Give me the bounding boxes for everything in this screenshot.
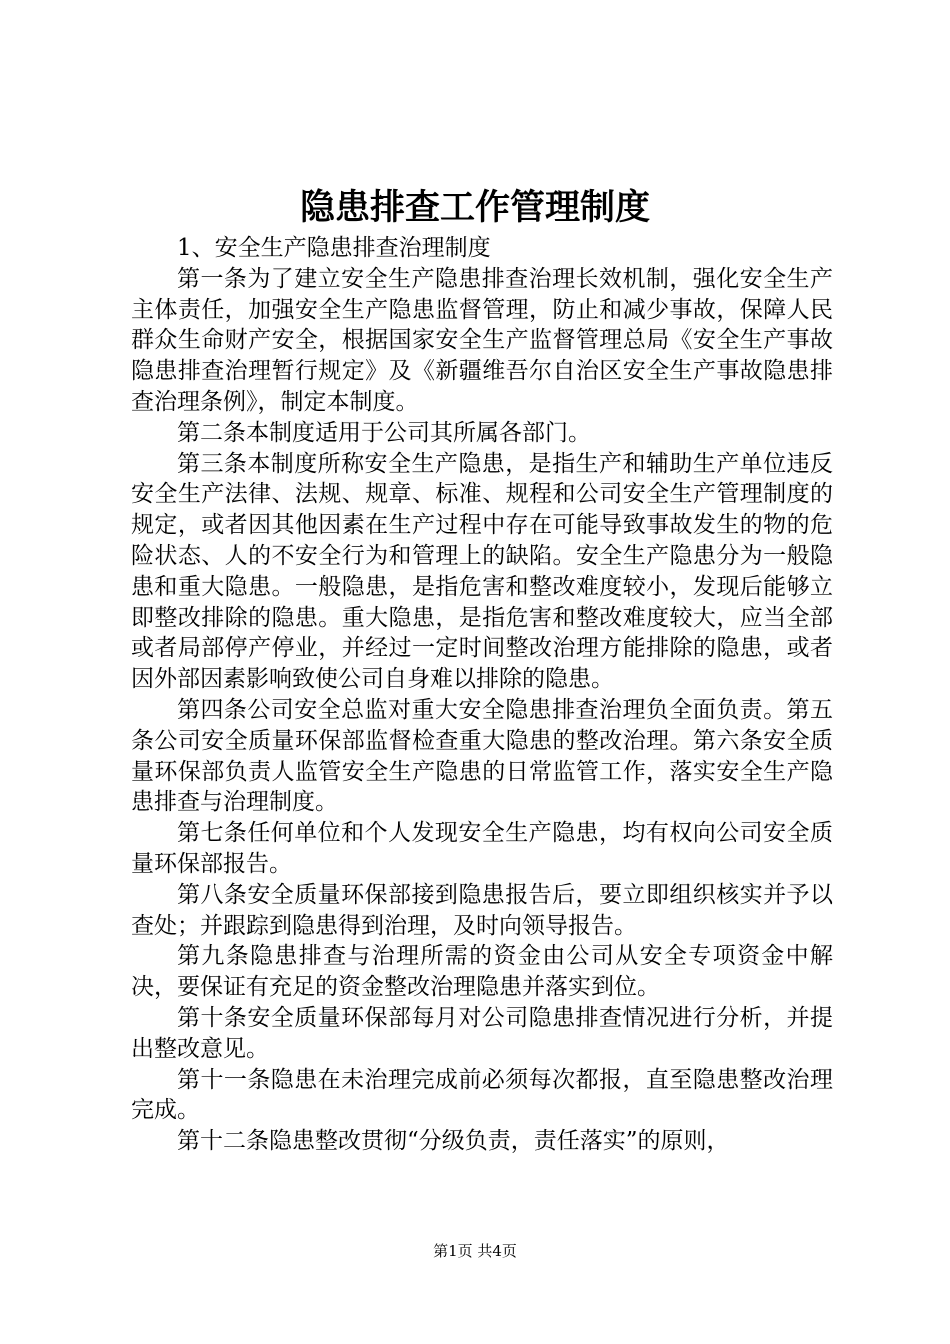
paragraph-article-1: 第一条为了建立安全生产隐患排查治理长效机制，强化安全生产主体责任，加强安全生产隐患监督管理，防止和减少事故，保障人民群众生命财产安全，根据国家安全生产监督管理总局《安全生产事故隐患排查治理暂行规定》及《新疆维吾尔自治区安全生产事故隐患排查治理条例》，制定本制度。 (131, 265, 833, 415)
paragraph-section-heading: 1、安全生产隐患排查治理制度 (177, 235, 491, 261)
paragraph-article-10: 第十条安全质量环保部每月对公司隐患排查情况进行分析，并提出整改意见。 (131, 1004, 833, 1062)
paragraph-article-12: 第十二条隐患整改贯彻“分级负责，责任落实”的原则， (177, 1128, 730, 1155)
page-footer: 第1页 共4页 (433, 1242, 517, 1260)
paragraph-article-4-6: 第四条公司安全总监对重大安全隐患排查治理负全面负责。第五条公司安全质量环保部监督检查重大隐患的整改治理。第六条安全质量环保部负责人监管安全生产隐患的日常监管工作，落实安全生产隐患排查与治理制度。 (131, 696, 833, 816)
paragraph-article-2: 第二条本制度适用于公司其所属各部门。 (177, 419, 591, 446)
paragraph-article-7: 第七条任何单位和个人发现安全生产隐患，均有权向公司安全质量环保部报告。 (131, 820, 833, 877)
document-body (131, 233, 833, 1157)
document-title: 隐患排查工作管理制度 (299, 187, 650, 228)
paragraph-article-11: 第十一条隐患在未治理完成前必须每次都报，直至隐患整改治理完成。 (131, 1066, 833, 1124)
paragraph-article-8: 第八条安全质量环保部接到隐患报告后，要立即组织核实并予以查处；并跟踪到隐患得到治理，及时向领导报告。 (131, 881, 833, 939)
paragraph-article-3: 第三条本制度所称安全生产隐患，是指生产和辅助生产单位违反安全生产法律、法规、规章、标准、规程和公司安全生产管理制度的规定，或者因其他因素在生产过程中存在可能导致事故发生的物的危险状态、人的不安全行为和管理上的缺陷。安全生产隐患分为一般隐患和重大隐患。一般隐患，是指危害和整改难度较小，发现后能够立即整改排除的隐患。重大隐患，是指危害和整改难度较大，应当全部或者局部停产停业，并经过一定时间整改治理方能排除的隐患，或者因外部因素影响致使公司自身难以排除的隐患。 (131, 450, 833, 693)
paragraph-article-9: 第九条隐患排查与治理所需的资金由公司从安全专项资金中解决，要保证有充足的资金整改治理隐患并落实到位。 (131, 943, 833, 1001)
